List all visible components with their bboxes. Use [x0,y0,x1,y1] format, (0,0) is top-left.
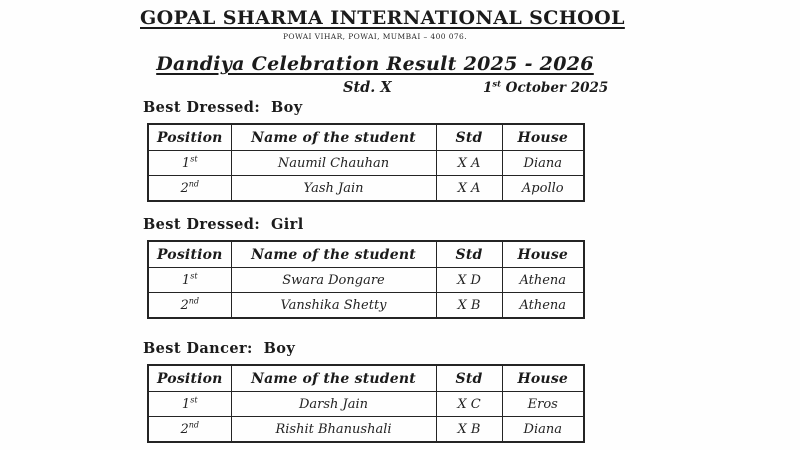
column-header-house: House [502,365,584,392]
position-ordinal: st [190,154,198,164]
results-table-best-dressed-boy [147,123,585,202]
column-header-position: Position [148,365,231,392]
document-header [140,0,625,75]
position-number: 2 [180,421,189,437]
table-row [148,293,584,319]
section-title: Best Dressed: Girl [143,216,304,233]
section-best-dancer-boy [143,341,585,443]
position-number: 2 [180,180,189,196]
column-header-house: House [502,241,584,268]
position-ordinal: st [190,271,198,281]
std-cell: X B [436,293,502,319]
school-address: POWAI VIHAR, POWAI, MUMBAI – 400 076. [282,32,467,41]
std-cell: X A [436,151,502,176]
event-date-ordinal: st [492,78,501,89]
results-table-best-dancer-boy [147,364,585,443]
std-cell: X A [436,176,502,202]
column-header-house: House [502,124,584,151]
std-cell: X D [436,268,502,293]
event-date-number: 1 [483,80,493,96]
column-header-std: Std [436,124,502,151]
name-cell: Darsh Jain [231,392,436,417]
table-row [148,417,584,443]
position-number: 1 [181,396,191,412]
name-cell: Yash Jain [231,176,436,202]
house-cell: Diana [502,417,584,443]
position-cell [148,417,231,443]
table-header-row [148,241,584,268]
table-row [148,392,584,417]
event-date-rest: October 2025 [500,80,609,96]
house-cell: Athena [502,293,584,319]
section-title: Best Dressed: Boy [143,99,303,116]
table-row [148,268,584,293]
table-header-row [148,365,584,392]
table-header-row [148,124,584,151]
position-cell [148,392,231,417]
school-name: GOPAL SHARMA INTERNATIONAL SCHOOL [140,7,625,29]
column-header-std: Std [436,365,502,392]
house-cell: Athena [502,268,584,293]
section-title: Best Dancer: Boy [143,340,296,357]
column-header-name: Name of the student [231,241,436,268]
column-header-name: Name of the student [231,365,436,392]
std-label: Std. X [343,79,392,96]
position-ordinal: nd [188,296,200,306]
column-header-std: Std [436,241,502,268]
position-cell [148,151,231,176]
position-cell [148,268,231,293]
column-header-position: Position [148,241,231,268]
std-cell: X C [436,392,502,417]
position-ordinal: nd [188,420,200,430]
house-cell: Apollo [502,176,584,202]
section-best-dressed-girl [143,217,585,319]
position-number: 2 [180,297,189,313]
position-cell [148,176,231,202]
position-ordinal: st [190,395,198,405]
column-header-position: Position [148,124,231,151]
name-cell: Rishit Bhanushali [231,417,436,443]
std-cell: X B [436,417,502,443]
table-row [148,151,584,176]
position-ordinal: nd [188,179,200,189]
house-cell: Diana [502,151,584,176]
name-cell: Naumil Chauhan [231,151,436,176]
position-number: 1 [181,272,191,288]
event-date [483,80,608,96]
name-cell: Swara Dongare [231,268,436,293]
event-title: Dandiya Celebration Result 2025 - 2026 [156,53,594,75]
house-cell: Eros [502,392,584,417]
column-header-name: Name of the student [231,124,436,151]
table-row [148,176,584,202]
name-cell: Vanshika Shetty [231,293,436,319]
results-table-best-dressed-girl [147,240,585,319]
position-number: 1 [181,155,191,171]
position-cell [148,293,231,319]
section-best-dressed-boy [143,100,585,202]
